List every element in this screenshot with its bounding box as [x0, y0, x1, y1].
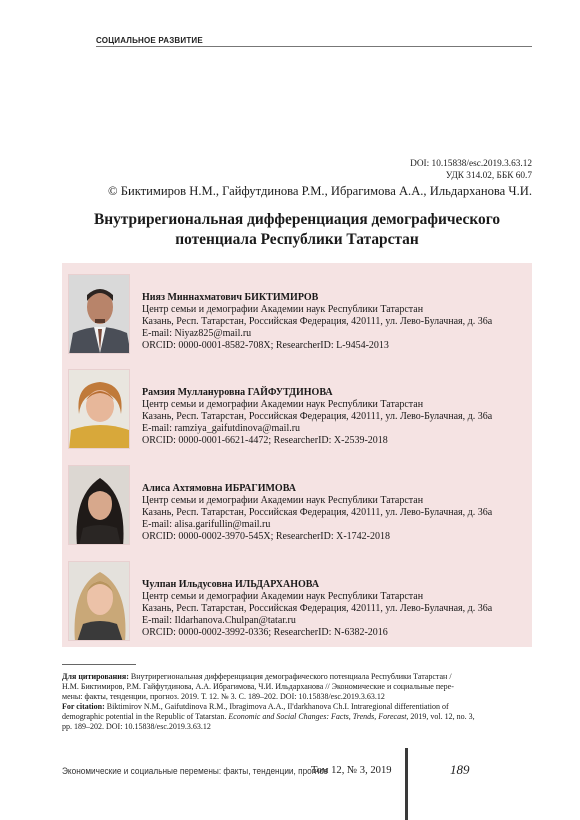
author-email[interactable]: E-mail: ramziya_gaifutdinova@mail.ru [142, 423, 301, 434]
author-affiliation: Центр семьи и демографии Академии наук Республики Татарстан [142, 399, 424, 410]
author-orcid: ORCID: 0000-0001-6621-4472; ResearcherID: X-2539-2018 [142, 435, 388, 446]
author-address: Казань, Респ. Татарстан, Российская Федерация, 420111, ул. Лево-Булачная, д. 36а [142, 603, 493, 614]
author-photo [68, 561, 130, 641]
author-email[interactable]: E-mail: Niyaz825@mail.ru [142, 328, 252, 339]
author-address: Казань, Респ. Татарстан, Российская Федерация, 420111, ул. Лево-Булачная, д. 36а [142, 507, 493, 518]
citation-en-label: For citation: [62, 702, 105, 711]
doi-line: DOI: 10.15838/esc.2019.3.63.12 [410, 159, 532, 169]
author-photo [68, 465, 130, 545]
copyright-line: © Биктимиров Н.М., Гайфутдинова Р.М., Ибрагимова А.А., Ильдарханова Ч.И. [108, 184, 532, 198]
author-card [62, 361, 532, 457]
footnote-rule [62, 664, 136, 665]
author-address: Казань, Респ. Татарстан, Российская Федерация, 420111, ул. Лево-Булачная, д. 36а [142, 316, 493, 327]
author-card [62, 266, 532, 362]
author-photo [68, 369, 130, 449]
author-email[interactable]: E-mail: Ildarhanova.Chulpan@tatar.ru [142, 615, 296, 626]
author-affiliation: Центр семьи и демографии Академии наук Республики Татарстан [142, 591, 424, 602]
footer-divider-bar [405, 748, 408, 820]
authors-panel [62, 263, 532, 647]
header-rule [96, 46, 532, 47]
citation-en-text: , 2019, vol. 12, no. 3, [406, 712, 475, 721]
author-card [62, 553, 532, 649]
footer-volume: Том 12, № 3, 2019 [311, 765, 392, 776]
citation-ru-line: Н.М. Биктимиров, Р.М. Гайфутдинова, А.А. Ибрагимова, Ч.И. Ильдарханова // Экономические и социальные пере- [62, 682, 454, 691]
citation-ru-line [62, 672, 534, 682]
citation-en-text: demographic potential in the Republic of Tatarstan. [62, 712, 229, 721]
author-name: Нияз Миннахматович БИКТИМИРОВ [142, 292, 319, 303]
author-name: Чулпан Ильдусовна ИЛЬДАРХАНОВА [142, 579, 320, 590]
article-title-line-2: потенциала Республики Татарстан [175, 231, 419, 248]
citation-en-line: pp. 189–202. DOI: 10.15838/esc.2019.3.63.12 [62, 722, 211, 731]
citation-en-line [62, 712, 534, 722]
citation-ru-label: Для цитирования: [62, 672, 129, 681]
author-photo [68, 274, 130, 354]
author-email[interactable]: E-mail: alisa.garifullin@mail.ru [142, 519, 271, 530]
citation-en-line [62, 702, 534, 712]
author-name: Алиса Ахтямовна ИБРАГИМОВА [142, 483, 296, 494]
author-card [62, 457, 532, 553]
author-orcid: ORCID: 0000-0002-3992-0336; ResearcherID: N-6382-2016 [142, 627, 388, 638]
author-address: Казань, Респ. Татарстан, Российская Федерация, 420111, ул. Лево-Булачная, д. 36а [142, 411, 493, 422]
citation-en-text: Biktimirov N.M., Gaifutdinova R.M., Ibragimova A.A., Il'darkhanova Ch.I. Intraregional differentiation of [104, 702, 449, 711]
page-number: 189 [450, 762, 470, 777]
author-affiliation: Центр семьи и демографии Академии наук Республики Татарстан [142, 304, 424, 315]
section-heading: СОЦИАЛЬНОЕ РАЗВИТИЕ [96, 36, 203, 45]
footer-journal-title: Экономические и социальные перемены: факты, тенденции, прогноз [62, 766, 328, 777]
citation-en-journal: Economic and Social Changes: Facts, Trends, Forecast [228, 712, 407, 721]
author-orcid: ORCID: 0000-0001-8582-708X; ResearcherID: L-9454-2013 [142, 340, 389, 351]
citation-ru-line: мены: факты, тенденции, прогноз. 2019. Т. 12. № 3. С. 189–202. DOI: 10.15838/esc.2019.3.63.12 [62, 692, 385, 701]
author-name: Рамзия Муллануровна ГАЙФУТДИНОВА [142, 387, 333, 398]
author-affiliation: Центр семьи и демографии Академии наук Республики Татарстан [142, 495, 424, 506]
udk-line: УДК 314.02, ББК 60.7 [445, 171, 532, 181]
article-title-line-1: Внутрирегиональная дифференциация демографического [93, 211, 501, 228]
author-orcid: ORCID: 0000-0002-3970-545X; ResearcherID: X-1742-2018 [142, 531, 391, 542]
citation-ru-text: Внутрирегиональная дифференциация демографического потенциала Республики Татарстан / [128, 672, 452, 681]
